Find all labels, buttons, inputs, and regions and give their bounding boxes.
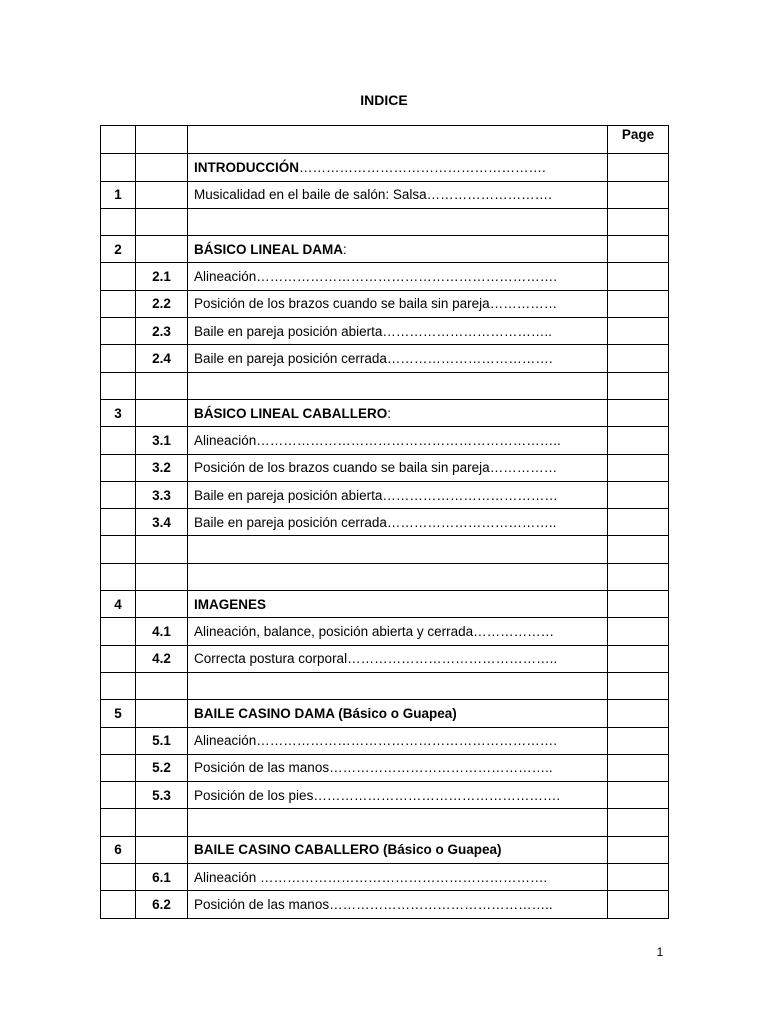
section-number bbox=[101, 208, 136, 235]
entry-label: Alineación bbox=[194, 432, 257, 448]
entry-leader-dots: ………………………………… bbox=[382, 487, 558, 503]
section-number bbox=[101, 290, 136, 317]
subsection-number: 4.1 bbox=[136, 618, 188, 645]
index-row bbox=[101, 536, 669, 563]
page-cell bbox=[608, 891, 669, 918]
index-row bbox=[101, 672, 669, 699]
subsection-number: 6.1 bbox=[136, 864, 188, 891]
entry-title-cell bbox=[188, 454, 608, 481]
section-number bbox=[101, 618, 136, 645]
index-row bbox=[101, 509, 669, 536]
entry-leader-dots: ……………………………….. bbox=[386, 514, 557, 530]
entry-title-cell bbox=[188, 891, 608, 918]
page-cell bbox=[608, 782, 669, 809]
entry-title-cell bbox=[188, 809, 608, 836]
subsection-number bbox=[136, 672, 188, 699]
page-cell bbox=[608, 427, 669, 454]
entry-label: Alineación bbox=[194, 733, 257, 749]
subsection-number: 5.2 bbox=[136, 754, 188, 781]
subsection-number bbox=[136, 836, 188, 863]
section-number bbox=[101, 809, 136, 836]
entry-label: INTRODUCCIÓN bbox=[194, 159, 299, 175]
section-number bbox=[101, 345, 136, 372]
entry-title-cell bbox=[188, 427, 608, 454]
entry-leader-dots: ………………………………………………. bbox=[313, 787, 561, 803]
index-row bbox=[101, 754, 669, 781]
page-cell bbox=[608, 345, 669, 372]
page-cell bbox=[608, 318, 669, 345]
subsection-number bbox=[136, 536, 188, 563]
page-cell bbox=[608, 809, 669, 836]
index-row bbox=[101, 782, 669, 809]
entry-leader-dots: ………………………………. bbox=[386, 351, 553, 367]
entry-label: Posición de las manos bbox=[194, 896, 330, 912]
section-number bbox=[101, 154, 136, 181]
entry-title-cell bbox=[188, 618, 608, 645]
section-number bbox=[101, 754, 136, 781]
index-row bbox=[101, 208, 669, 235]
entry-label: Posición de los brazos cuando se baila sin pareja bbox=[194, 296, 490, 312]
page-cell bbox=[608, 864, 669, 891]
entry-title-cell bbox=[188, 399, 608, 426]
subsection-number: 4.2 bbox=[136, 645, 188, 672]
section-number bbox=[101, 454, 136, 481]
entry-label: Baile en pareja posición abierta bbox=[194, 487, 383, 503]
entry-title-cell bbox=[188, 236, 608, 263]
entry-title-cell bbox=[188, 563, 608, 590]
index-row bbox=[101, 836, 669, 863]
entry-label: Posición de los brazos cuando se baila sin pareja bbox=[194, 460, 490, 476]
entry-title-cell bbox=[188, 645, 608, 672]
section-number bbox=[101, 536, 136, 563]
entry-label: BAILE CASINO DAMA (Básico o Guapea) bbox=[194, 705, 457, 721]
entry-title-cell bbox=[188, 154, 608, 181]
document-title: INDICE bbox=[360, 92, 408, 108]
section-number bbox=[101, 427, 136, 454]
page-cell bbox=[608, 181, 669, 208]
index-row bbox=[101, 591, 669, 618]
entry-title-cell bbox=[188, 318, 608, 345]
entry-title-cell bbox=[188, 263, 608, 290]
section-number bbox=[101, 891, 136, 918]
section-number bbox=[101, 372, 136, 399]
index-row bbox=[101, 318, 669, 345]
entry-label: BÁSICO LINEAL DAMA bbox=[194, 241, 344, 257]
entry-label: IMAGENES bbox=[194, 596, 267, 612]
entry-label: Alineación, balance, posición abierta y cerrada bbox=[194, 623, 474, 639]
index-row bbox=[101, 809, 669, 836]
subsection-number bbox=[136, 399, 188, 426]
entry-title-cell bbox=[188, 536, 608, 563]
index-row bbox=[101, 236, 669, 263]
index-row bbox=[101, 399, 669, 426]
section-number bbox=[101, 263, 136, 290]
subsection-number: 3.4 bbox=[136, 509, 188, 536]
entry-title-cell bbox=[188, 372, 608, 399]
index-row bbox=[101, 645, 669, 672]
page-cell bbox=[608, 536, 669, 563]
section-number: 1 bbox=[101, 181, 136, 208]
section-number bbox=[101, 126, 136, 154]
entry-leader-dots: …………… bbox=[489, 296, 558, 312]
entry-title-cell bbox=[188, 782, 608, 809]
entry-title-cell bbox=[188, 836, 608, 863]
section-number: 4 bbox=[101, 591, 136, 618]
section-number: 6 bbox=[101, 836, 136, 863]
section-number bbox=[101, 509, 136, 536]
page-cell bbox=[608, 563, 669, 590]
page-number: 1 bbox=[656, 945, 664, 959]
section-number bbox=[101, 672, 136, 699]
entry-title-cell bbox=[188, 208, 608, 235]
entry-leader-dots: : bbox=[387, 405, 392, 421]
page-cell bbox=[608, 836, 669, 863]
entry-title-cell bbox=[188, 126, 608, 154]
entry-title-cell bbox=[188, 345, 608, 372]
entry-label: Posición de los pies bbox=[194, 787, 314, 803]
section-number bbox=[101, 318, 136, 345]
index-row bbox=[101, 154, 669, 181]
entry-label: Posición de las manos bbox=[194, 760, 330, 776]
index-row bbox=[101, 372, 669, 399]
entry-leader-dots: ……………… bbox=[473, 623, 555, 639]
entry-title-cell bbox=[188, 290, 608, 317]
subsection-number bbox=[136, 700, 188, 727]
index-row bbox=[101, 727, 669, 754]
entry-leader-dots: …………………………………………………………. bbox=[256, 269, 558, 285]
subsection-number bbox=[136, 809, 188, 836]
entry-leader-dots: ………………………………………….. bbox=[329, 760, 553, 776]
entry-leader-dots: ………………………………………………………….. bbox=[256, 432, 561, 448]
subsection-number bbox=[136, 208, 188, 235]
subsection-number: 3.1 bbox=[136, 427, 188, 454]
section-number bbox=[101, 563, 136, 590]
entry-title-cell bbox=[188, 591, 608, 618]
subsection-number: 5.1 bbox=[136, 727, 188, 754]
entry-title-cell bbox=[188, 181, 608, 208]
page-cell bbox=[608, 372, 669, 399]
subsection-number bbox=[136, 372, 188, 399]
page-cell bbox=[608, 754, 669, 781]
subsection-number: 2.3 bbox=[136, 318, 188, 345]
page-cell bbox=[608, 454, 669, 481]
entry-label: Baile en pareja posición abierta bbox=[194, 323, 383, 339]
entry-leader-dots: ……………………………….. bbox=[382, 323, 552, 339]
index-row bbox=[101, 126, 669, 154]
section-number bbox=[101, 782, 136, 809]
page-cell bbox=[608, 399, 669, 426]
subsection-number: 3.2 bbox=[136, 454, 188, 481]
index-row bbox=[101, 427, 669, 454]
subsection-number bbox=[136, 591, 188, 618]
index-row bbox=[101, 454, 669, 481]
subsection-number: 5.3 bbox=[136, 782, 188, 809]
index-table bbox=[100, 125, 669, 919]
page-cell bbox=[608, 618, 669, 645]
entry-label: BAILE CASINO CABALLERO (Básico o Guapea) bbox=[194, 842, 502, 858]
subsection-number: 2.1 bbox=[136, 263, 188, 290]
entry-label: BÁSICO LINEAL CABALLERO bbox=[194, 405, 388, 421]
entry-leader-dots: ………………………………………………………. bbox=[260, 869, 548, 885]
page-cell bbox=[608, 263, 669, 290]
index-row bbox=[101, 345, 669, 372]
entry-label: Alineación bbox=[194, 269, 257, 285]
section-number: 3 bbox=[101, 399, 136, 426]
index-row bbox=[101, 481, 669, 508]
page-cell bbox=[608, 208, 669, 235]
entry-label: Correcta postura corporal bbox=[194, 651, 348, 667]
entry-leader-dots: : bbox=[343, 241, 347, 257]
subsection-number bbox=[136, 154, 188, 181]
subsection-number bbox=[136, 236, 188, 263]
page-cell bbox=[608, 645, 669, 672]
page-cell bbox=[608, 236, 669, 263]
page-cell bbox=[608, 727, 669, 754]
page-cell bbox=[608, 672, 669, 699]
page-column-header: Page bbox=[608, 126, 669, 154]
index-row bbox=[101, 263, 669, 290]
section-number bbox=[101, 481, 136, 508]
index-row bbox=[101, 563, 669, 590]
entry-title-cell bbox=[188, 727, 608, 754]
entry-leader-dots: ………………………………………….. bbox=[329, 896, 553, 912]
entry-label: Alineación bbox=[194, 869, 261, 885]
index-row bbox=[101, 618, 669, 645]
entry-title-cell bbox=[188, 481, 608, 508]
entry-leader-dots: ………………………. bbox=[426, 187, 552, 203]
index-row bbox=[101, 181, 669, 208]
page-cell bbox=[608, 591, 669, 618]
entry-title-cell bbox=[188, 864, 608, 891]
entry-label: Musicalidad en el baile de salón: Salsa bbox=[194, 187, 427, 203]
index-row bbox=[101, 290, 669, 317]
entry-leader-dots: …………………………………………………………. bbox=[256, 733, 558, 749]
subsection-number: 2.2 bbox=[136, 290, 188, 317]
entry-title-cell bbox=[188, 672, 608, 699]
entry-leader-dots: …………… bbox=[489, 460, 558, 476]
index-row bbox=[101, 891, 669, 918]
page-cell bbox=[608, 290, 669, 317]
entry-label: Baile en pareja posición cerrada bbox=[194, 351, 387, 367]
entry-leader-dots: ………………………………………………. bbox=[299, 159, 546, 175]
section-number bbox=[101, 645, 136, 672]
index-row bbox=[101, 700, 669, 727]
subsection-number bbox=[136, 126, 188, 154]
entry-title-cell bbox=[188, 509, 608, 536]
entry-leader-dots: ……………………………………….. bbox=[347, 651, 558, 667]
section-number bbox=[101, 727, 136, 754]
index-row bbox=[101, 864, 669, 891]
entry-title-cell bbox=[188, 700, 608, 727]
subsection-number: 3.3 bbox=[136, 481, 188, 508]
page-cell bbox=[608, 154, 669, 181]
subsection-number bbox=[136, 181, 188, 208]
subsection-number: 6.2 bbox=[136, 891, 188, 918]
subsection-number: 2.4 bbox=[136, 345, 188, 372]
page-cell bbox=[608, 700, 669, 727]
page-cell bbox=[608, 509, 669, 536]
section-number: 2 bbox=[101, 236, 136, 263]
entry-title-cell bbox=[188, 754, 608, 781]
subsection-number bbox=[136, 563, 188, 590]
page-cell bbox=[608, 481, 669, 508]
section-number bbox=[101, 864, 136, 891]
section-number: 5 bbox=[101, 700, 136, 727]
entry-label: Baile en pareja posición cerrada bbox=[194, 514, 387, 530]
